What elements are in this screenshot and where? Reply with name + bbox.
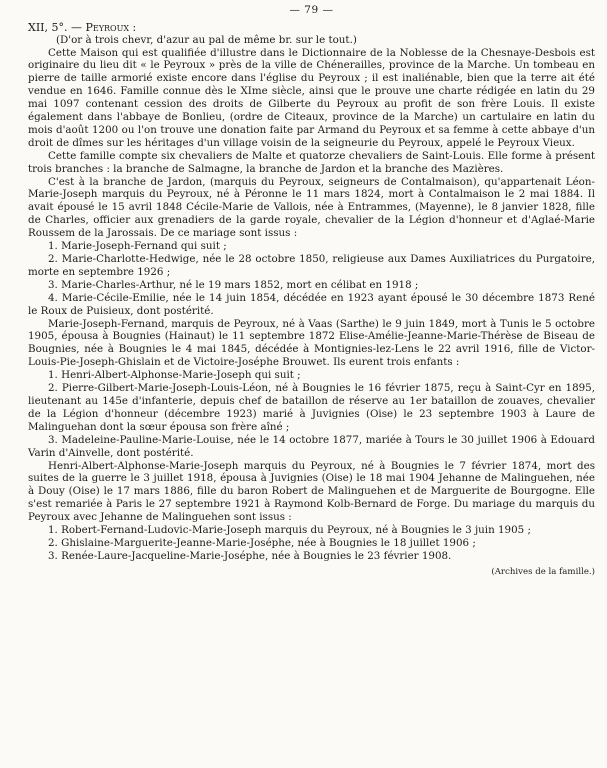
family-name: Peyroux :	[85, 21, 137, 34]
list-item: 1. Marie-Joseph-Fernand qui suit ;	[48, 240, 227, 253]
section-heading	[28, 22, 595, 34]
paragraph-henri-albert: Henri-Albert-Alphonse-Marie-Joseph marquis du Peyroux, né à Bougnies le 7 février 1874, mort des suites de la guerre le 3 juillet 1918, épousa à Juvignies (Oise) le 18 mai 1904 Jehanne de Malinguehen, née à Douy (Oise) le 17 mars 1886, fille du baron Robert de Malinguehen et de Marguerite de Bourgogne. Elle s'est remariée à Paris le 27 septembre 1921 à Raymond Kolb-Bernard de Forge. Du mariage du marquis du Peyroux avec Jehanne de Malinguehen sont issus :	[28, 459, 595, 524]
page-number: — 79 —	[289, 4, 334, 16]
paragraph-jardon-branch: C'est à la branche de Jardon, (marquis du Peyroux, seigneurs de Contalmaison), qu'appartenait Léon-Marie-Joseph marquis du Peyroux, né à Péronne le 11 mars 1824, mort à Contalmaison le 2 mai 1884. Il avait épousé le 15 avril 1848 Cécile-Marie de Vallois, née à Entrammes, (Mayenne), le 8 janvier 1828, fille de Charles, officier aux grenadiers de la garde royale, chevalier de la Légion d'honneur et d'Aglaé-Marie Roussem de la Jarossais. De ce mariage sont issus :	[28, 175, 595, 240]
paragraph-origin: Cette Maison qui est qualifiée d'illustre dans le Dictionnaire de la Noblesse de la Chesnaye-Desbois est originaire du lieu dit « le Peyroux » près de la ville de Chénerailles, province de la Marche. Un tombeau en pierre de taille armorié existe encore dans l'église du Peyroux ; il est inaliénable, bien que la terre ait été vendue en 1646. Famille connue dès le XIme siècle, ainsi que le prouve une charte rédigée en latin du 29 mai 1097 contenant cession des droits de Gilberte du Peyroux au profit de son frère Louis. Il existe également dans l'abbaye de Bonlieu, (ordre de Citeaux, province de la Marche) un cartulaire en latin du mois d'août 1200 ou l'on trouve une donation faite par Armand du Peyroux et sa femme à cette abbaye d'un droit de dîmes sur les héritages d'un village voisin de la seigneurie du Peyroux, appelé le Peyroux Vieux.	[28, 46, 595, 149]
archives-note: (Archives de la famille.)	[491, 566, 595, 577]
list-item: 4. Marie-Cécile-Emilie, née le 14 juin 1854, décédée en 1923 ayant épousé le 30 décembre 1873 René le Roux de Puisieux, dont postérité.	[28, 291, 595, 317]
paragraph-marie-joseph-fernand: Marie-Joseph-Fernand, marquis de Peyroux, né à Vaas (Sarthe) le 9 juin 1849, mort à Tunis le 5 octobre 1905, épousa à Bougnies (Hainaut) le 11 septembre 1872 Elise-Amélie-Jeanne-Marie-Thérèse de Biseau de Bougnies, née à Bougnies le 4 mai 1845, décédée à Montignies-lez-Lens le 22 avril 1916, fille de Victor-Louis-Pie-Joseph-Ghislain et de Victoire-Joséphe Brouwet. Ils eurent trois enfants :	[28, 317, 595, 369]
list-item: 2. Marie-Charlotte-Hedwige, née le 28 octobre 1850, religieuse aux Dames Auxiliatrices du Purgatoire, morte en septembre 1926 ;	[28, 253, 595, 278]
paragraph-branches: Cette famille compte six chevaliers de Malte et quatorze chevaliers de Saint-Louis. Elle forme à présent trois branches : la branche de Salmagne, la branche de Jardon et la branche des Mazières.	[28, 149, 595, 175]
list-item: 2. Pierre-Gilbert-Marie-Joseph-Louis-Léon, né à Bougnies le 16 février 1875, reçu à Saint-Cyr en 1895, lieutenant au 145e d'infanterie, depuis chef de bataillon de réserve au 1er bataillon de zouaves, chevalier de la Légion d'honneur (décembre 1923) marié à Juvignies (Oise) le 23 septembre 1903 à Laure de Malinguehan dont la sœur épousa son frère aîné ;	[28, 382, 595, 433]
list-item: 3. Madeleine-Pauline-Marie-Louise, née le 14 octobre 1877, mariée à Tours le 30 juillet 1906 à Edouard Varin d'Ainvelle, dont postérité.	[28, 433, 595, 459]
list-item: 1. Robert-Fernand-Ludovic-Marie-Joseph marquis du Peyroux, né à Bougnies le 3 juin 1905 ;	[48, 524, 531, 537]
list-item: 1. Henri-Albert-Alphonse-Marie-Joseph qui suit ;	[48, 369, 301, 382]
list-item: 3. Marie-Charles-Arthur, né le 19 mars 1852, mort en célibat en 1918 ;	[48, 278, 419, 291]
list-item: 3. Renée-Laure-Jacqueline-Marie-Joséphe, née à Bougnies le 23 février 1908.	[48, 549, 452, 562]
list-item: 2. Ghislaine-Marguerite-Jeanne-Marie-Joséphe, née à Bougnies le 18 juillet 1906 ;	[48, 536, 476, 549]
coat-of-arms-description: (D'or à trois chevr, d'azur au pal de même br. sur le tout.)	[56, 34, 357, 46]
section-number: XII, 5°. —	[28, 21, 83, 34]
